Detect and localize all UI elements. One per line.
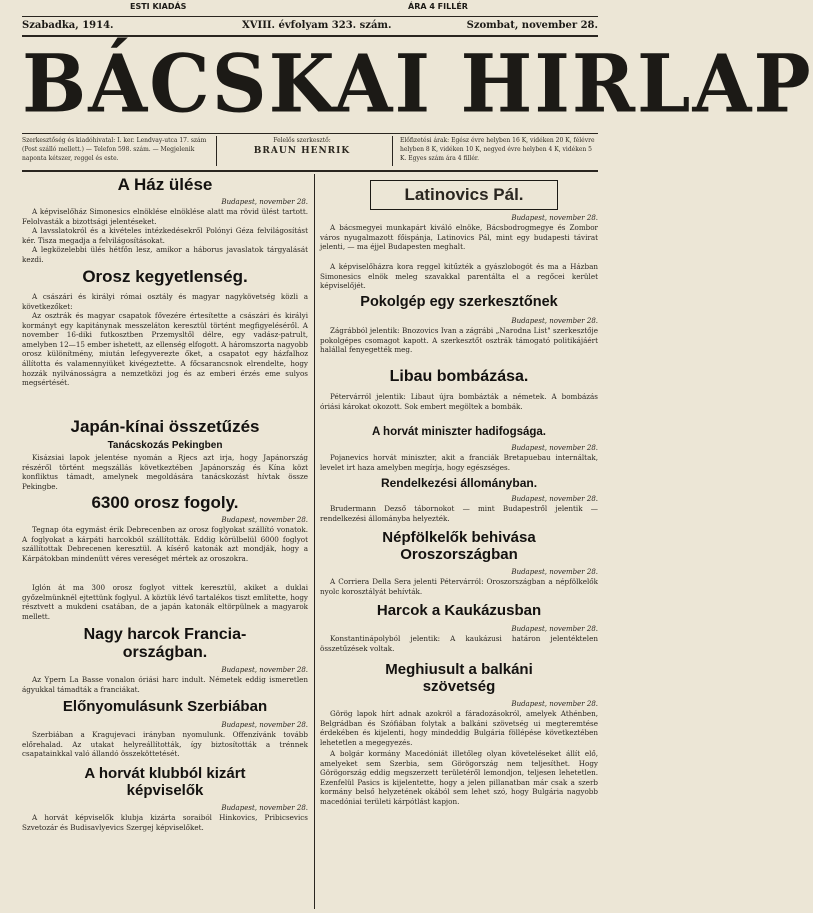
headline: Előnyomulásunk Szerbiában: [62, 698, 268, 715]
masthead-title: BÁCSKAI HIRLAP: [22, 36, 813, 131]
right-column: [320, 176, 598, 911]
paragraph: Brudermann Dezső tábornokot — mint Budapestről jelentik — rendelkezési állományba helyezték.: [320, 504, 598, 523]
dateline: Budapest, november 28.: [511, 495, 598, 503]
paragraph: Pétervárról jelentik: Libaut újra bombázták a németek. A bombázás óriási károkat okozott. Sok embert megöltek a bombák.: [320, 392, 598, 411]
edition-label: ESTI KIADÁS: [130, 2, 187, 11]
paragraph: Tegnap óta egymást érik Debrecenben az orosz foglyokat szállító vonatok. A foglyokat a kárpáti harcokból szállították. Eddig körülbelül 6000 foglyot szállítottak Debrecenen keresztül. A kísérő katonák azt mondják, hogy a Kárpátokban mindenütt véres vereséget mértek az oroszokra.: [22, 525, 308, 563]
headline: Pokolgép egy szerkesztőnek: [360, 294, 558, 310]
editor-label: Felelős szerkesztő:: [273, 137, 331, 144]
paragraph: Görög lapok hírt adnak azokról a fáradozásokról, amelyek Athénben, Belgrádban és Szófiában folytak a balkáni szövetség ui megteremtése érdekében és kijelenti, hogy mindeddig Bulgária föllépése következtében lehetetlen a megegyezés.: [320, 709, 598, 747]
info-divider: [392, 136, 393, 166]
dateline: Budapest, november 28.: [511, 214, 598, 222]
paragraph: Konstantinápolyból jelentik: A kaukázusi határon jelentéktelen összetűzések voltak.: [320, 634, 598, 653]
paragraph: A Corriera Della Sera jelenti Pétervárról: Oroszországban a népfölkelők nyolc korosztályát behívták.: [320, 577, 598, 596]
masthead-bottom-rule: [22, 133, 598, 134]
paragraph: Iglón át ma 300 orosz foglyot vittek keresztül, akiket a duklai győzelmünknél ejtettünk foglyul. A köztük lévő tartalékos tiszt említette, hogy résztvett a mukdeni csatában, de a japán katonák eltörpülnek a magyarok mellett.: [22, 583, 308, 621]
dateline: Budapest, november 28.: [511, 444, 598, 452]
headline: Népfölkelők behivása Oroszországban: [382, 529, 536, 563]
info-editor: [222, 136, 382, 156]
info-prices: Előfizetési árak: Egész évre helyben 16 K, vidéken 20 K, félévre helyben 8 K, vidéken 10 K, negyed évre helyben 4 K, vidéken 5 K. Egyes szám ára 4 fillér.: [400, 137, 595, 162]
headline: Rendelkezési állományban.: [380, 476, 538, 490]
header-bottom-rule: [22, 170, 598, 172]
headline: Meghiusult a balkáni szövetség: [385, 661, 533, 695]
paragraph: A lavsslatokról és a kivételes intézkedésekről Polónyi Géza felvilágosítást kér. Tisza megadja a felvilágosításokat.: [22, 226, 308, 245]
paragraph: Kisázsiai lapok jelentése nyomán a Rjecs azt irja, hogy Japánország részéről történt megszállás következtében Japánország és Kína közt konfliktus támadt, amelynek megoldására tanácskozást hívtak össze Pekingbe.: [22, 453, 308, 491]
headline: Nagy harcok Francia-országban.: [83, 626, 247, 661]
dateline: [22, 20, 598, 34]
price-label: ÁRA 4 FILLÉR: [408, 2, 468, 11]
headline: A horvát klubból kizárt képviselők: [84, 765, 246, 799]
dateline: Budapest, november 28.: [511, 700, 598, 708]
paragraph: Pojanevics horvát miniszter, akit a franciák Bretapuebau internáltak, levelet irt haza amelyben megírja, hogy egészséges.: [320, 453, 598, 472]
dateline: Budapest, november 28.: [221, 516, 308, 524]
info-divider: [216, 136, 217, 166]
headline: Japán-kínai összetűzés: [70, 417, 260, 436]
dateline: Budapest, november 28.: [221, 666, 308, 674]
paragraph: A bácsmegyei munkapárt kiváló elnöke, Bácsbodrogmegye és Zombor város nyugalmazott főispánja, Latinovics Pál, mint egy budapesti távirat jelenti, — ma éjjel Budapesten meghalt.: [320, 223, 598, 252]
paragraph: Az Ypern La Basse vonalon óriási harc indult. Németek eddig ismeretlen ágyukkal támadták a franciákat.: [22, 675, 308, 694]
dateline: Budapest, november 28.: [511, 568, 598, 576]
dateline: Budapest, november 28.: [221, 804, 308, 812]
dateline: Budapest, november 28.: [511, 625, 598, 633]
headline: Harcok a Kaukázusban: [376, 602, 542, 619]
subheadline: Tanácskozás Pekingben: [107, 440, 223, 451]
info-address: Szerkesztőség és kiadóhivatal: I. ker. Lendvay-utca 17. szám (Post szálló mellett.) — Telefon 598. szám. — Megjelenik naponta kétszer, reggel és este.: [22, 137, 207, 162]
headline: Orosz kegyetlenség.: [82, 267, 248, 286]
dateline-city: Szabadka, 1914.: [22, 20, 114, 31]
left-column: [22, 176, 308, 911]
headline: Libau bombázása.: [389, 368, 529, 385]
dateline-date: Szombat, november 28.: [466, 20, 598, 31]
dateline: Budapest, november 28.: [221, 198, 308, 206]
editor-name: BRAUN HENRIK: [253, 146, 351, 156]
paragraph: Zágrábból jelentik: Bnozovics Ivan a zágrábi „Narodna List" szerkesztője pokolgépes csomagot kapott. A szerkesztőt osztrák támogató politikájáért halállal fenyegették meg.: [320, 326, 598, 355]
paragraph: A képviselőház Simonesics elnöklése elnöklése alatt ma rövid ülést tartott. Felolvasták a bizottsági jelentéseket.: [22, 207, 308, 226]
paragraph: A horvát képviselők klubja kizárta soraiból Hinkovics, Pribicsevics Szvetozár és Budisavlyevics Szergej képviselőket.: [22, 813, 308, 832]
paragraph: A képviselőházra kora reggel kitűzték a gyászlobogót és ma a Házban Simonesics elnök meleg szavakkal parentálta el a regőcei kerület képviselőjét.: [320, 262, 598, 291]
headline: A horvát miniszter hadifogsága.: [371, 426, 547, 438]
dateline: Budapest, november 28.: [221, 721, 308, 729]
paragraph: Az osztrák és magyar csapatok fővezére értesítette a császári és királyi kormányt egy kapitánynak messzeláton keresztül történt megfigyeléséről. A november 16-diki futkosztben Przemysltől délre, egy vadász-patrult, amelyben 12—15 ember ishetett, az ellenség elfogott. A háromszorta nagyobb orosz különítmény, miután lefegyverezte őket, a csapatot egy házfalhoz állította és valamennyiüket kivégeztette. A főcsarancsnok elrendelte, hogy hozzák nyilvánosságra a nemzetközi jog és az emberi érzés eme sulyos megsértését.: [22, 311, 308, 388]
boxed-headline: Latinovics Pál.: [370, 180, 558, 210]
paragraph: A legközelebbi ülés hétfőn lesz, amikor a háborus javaslatok tárgyalását kezdi.: [22, 245, 308, 264]
dateline-volume: XVIII. évfolyam 323. szám.: [242, 20, 392, 31]
top-line: [0, 2, 610, 14]
headline: 6300 orosz fogoly.: [91, 493, 239, 512]
headline: A Ház ülése: [117, 175, 213, 194]
paragraph: Szerbiában a Kragujevaci irányban nyomulunk. Offenzívánk tovább előrehalad. Az utakat helyreállították, így biztosították a trénnek csapatainkkal való állandó összeköttetését.: [22, 730, 308, 759]
column-divider: [314, 174, 315, 909]
top-rule: [22, 16, 598, 17]
paragraph: A császári és királyi római osztály és magyar nagykövetség közli a következőket:: [22, 292, 308, 311]
paragraph: A bolgár kormány Macedóniát illetőleg olyan követeléseket állít elő, amelyeket sem Szerbia, sem Görögország nem teljesíthet. Hogy Görögország eddig megszerzett területéről lemondjon, teljesen lehetetlen. Ezenfelül Pasics is kijelentette, hogy a jelen pillanatban már csak a szerb kormány belső helyzetének okából sem lehet szó, hogy Bulgária nagyobb macedóniai területi kárpótlást kapjon.: [320, 749, 598, 806]
dateline: Budapest, november 28.: [511, 317, 598, 325]
